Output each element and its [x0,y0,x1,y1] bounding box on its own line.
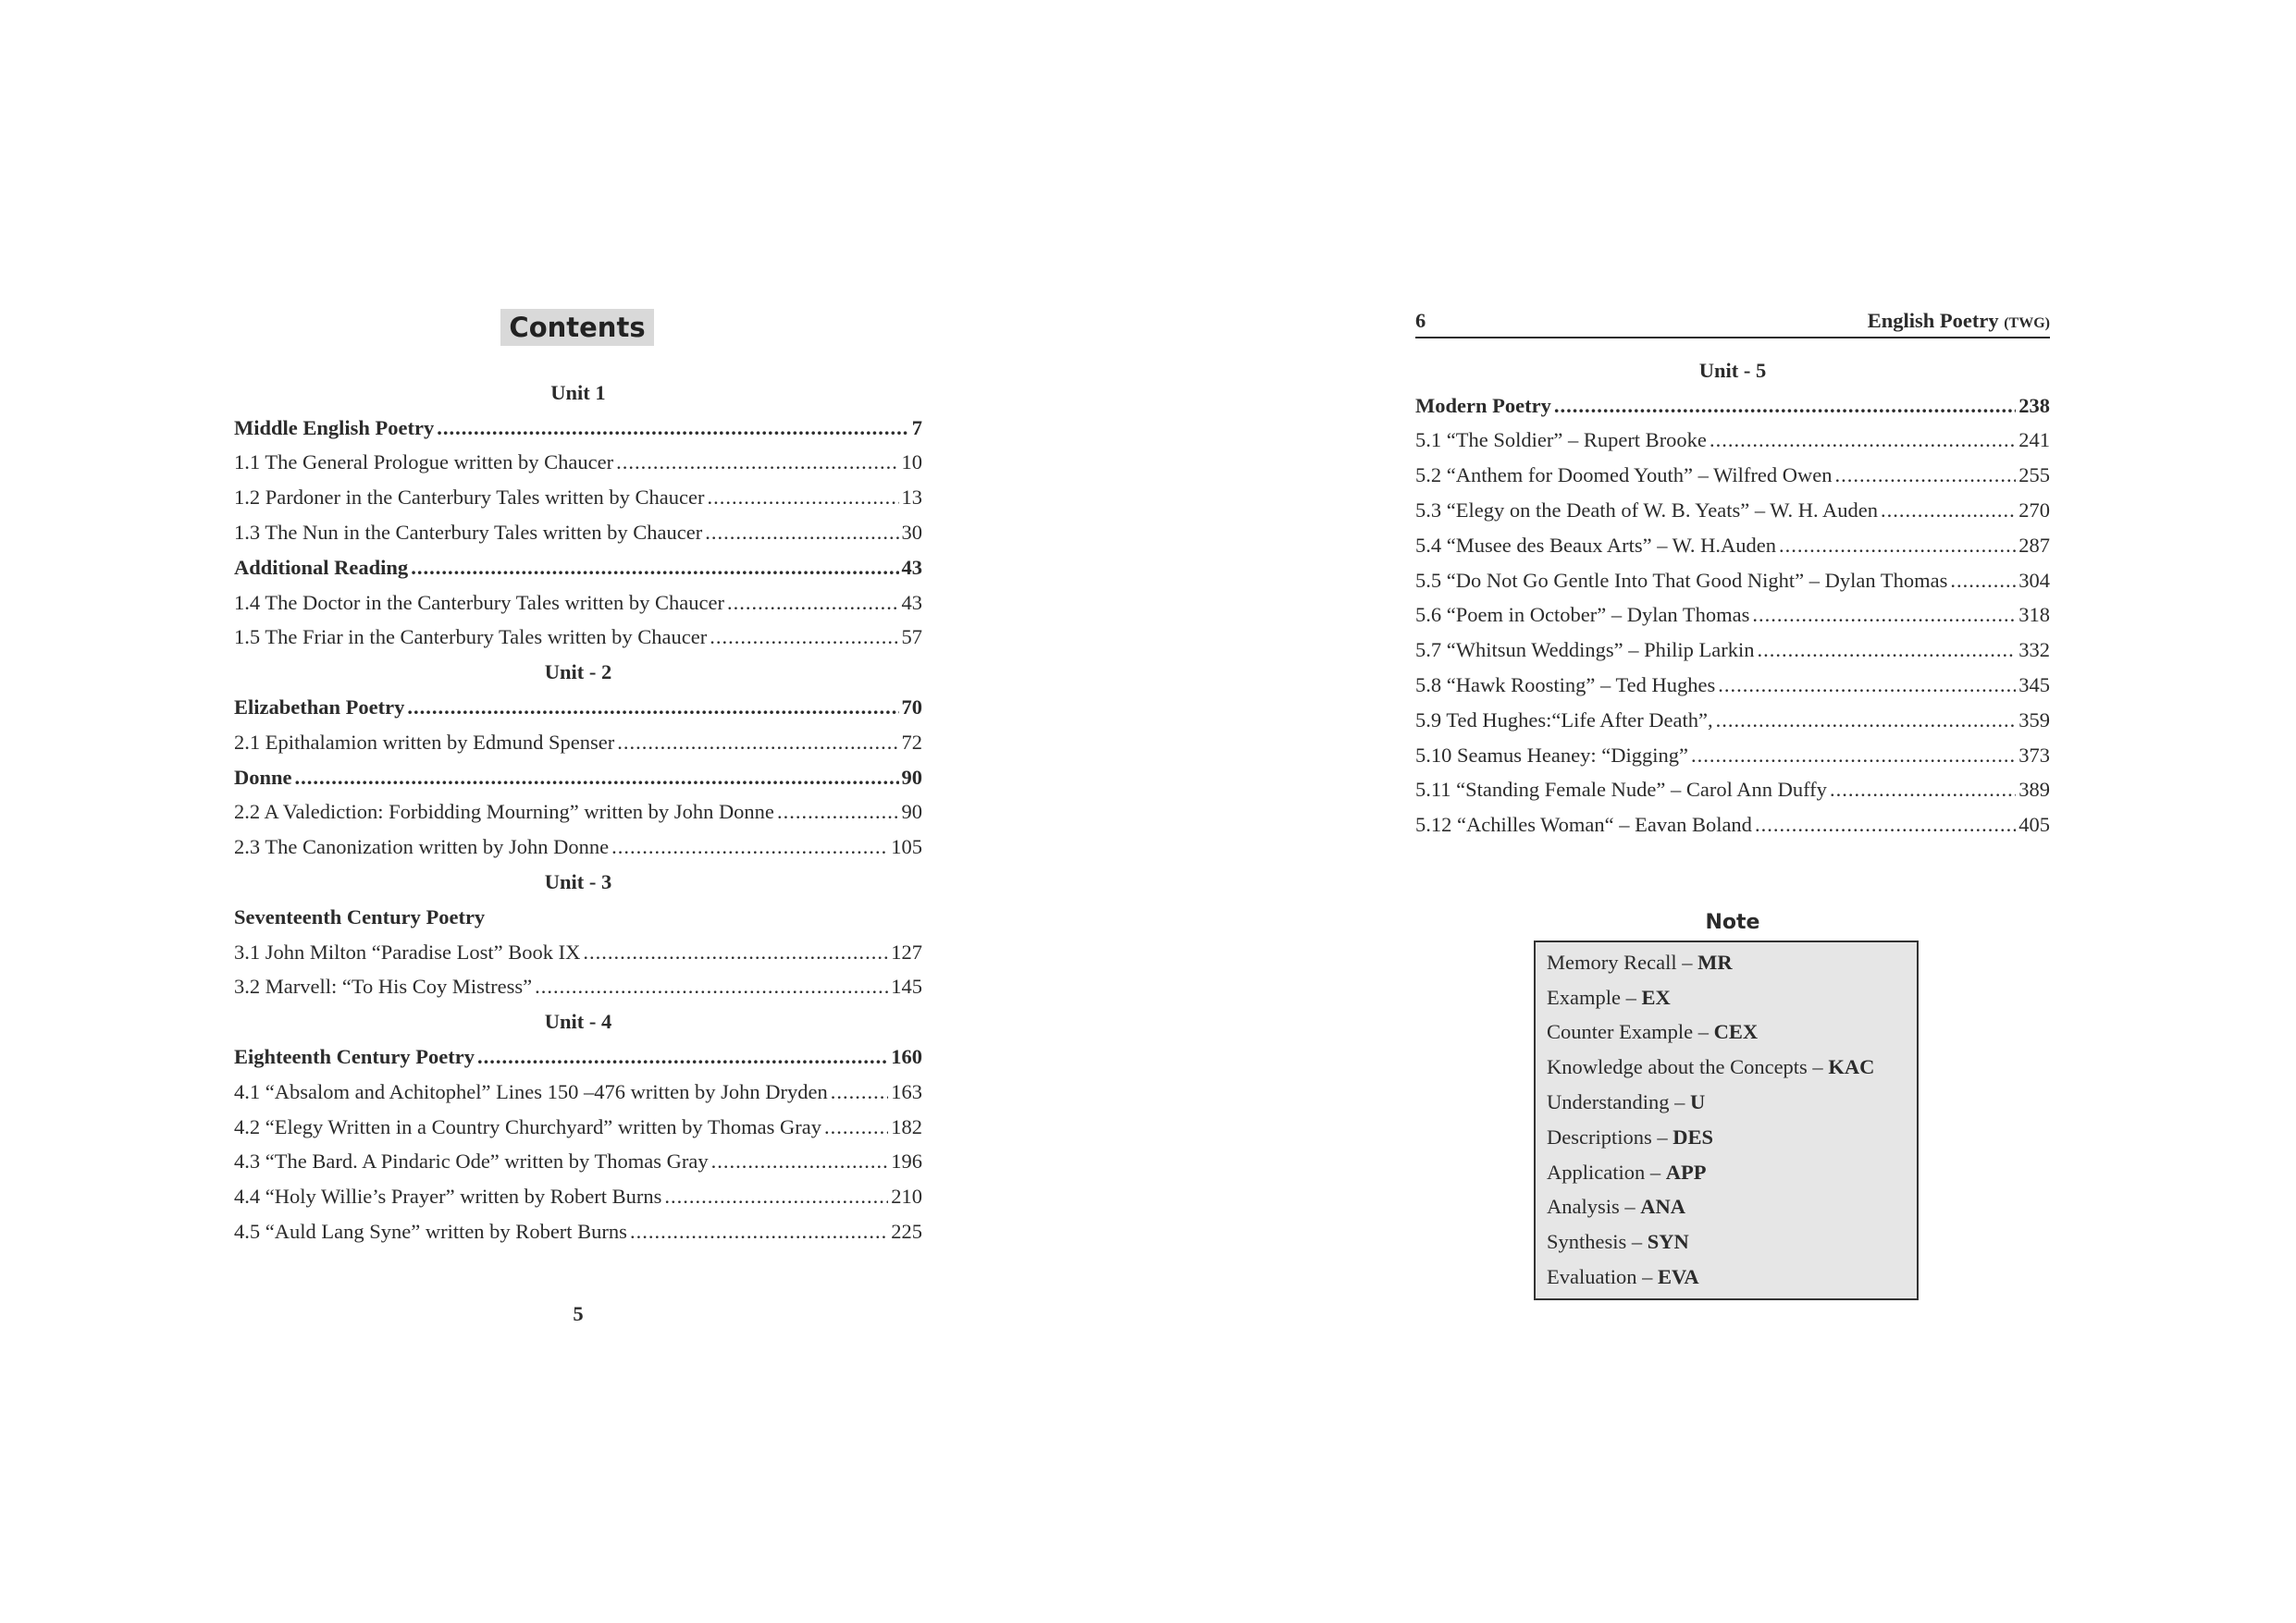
toc-entry [1415,424,2050,459]
toc-entry-title: Unit - 4 [544,1010,612,1034]
toc-entry-page: 72 [901,730,922,754]
unit-heading [234,655,922,690]
toc-entry [234,1179,922,1214]
dot-leader [711,1150,889,1174]
toc-entry-page: 287 [2018,533,2050,557]
toc-entry-title: 5.2 “Anthem for Doomed Youth” – Wilfred Owen [1415,463,1833,487]
note-label: Knowledge about the Concepts – [1547,1055,1829,1079]
dot-leader [1718,673,2016,697]
dot-leader [630,1220,888,1244]
note-item [1547,1120,1917,1155]
toc-entry-page: 182 [891,1114,922,1138]
toc-entry [234,795,922,830]
note-abbreviation: APP [1665,1160,1707,1184]
note-item [1547,1050,1917,1085]
toc-entry-page: 10 [901,450,922,474]
toc-entry-page: 241 [2018,428,2050,452]
dot-leader [727,591,899,615]
dot-leader [477,1045,888,1069]
toc-entry-title: Unit - 2 [544,660,612,684]
toc-entry [234,480,922,515]
note-label: Example – [1547,985,1642,1009]
toc-entry-page: 43 [901,555,922,579]
dot-leader [664,1185,888,1209]
toc-entry-title: Unit - 3 [544,870,612,894]
toc-entry [234,1110,922,1145]
toc-entry-title: 1.5 The Friar in the Canterbury Tales written by Chaucer [234,625,708,649]
toc-entry-title: Modern Poetry [1415,393,1551,417]
section-heading [234,900,922,935]
toc-entry [234,1145,922,1180]
note-abbreviation: ANA [1640,1195,1685,1219]
dot-leader [611,835,888,859]
dot-leader [831,1080,888,1104]
section-heading [234,411,922,446]
note-abbreviation: DES [1673,1125,1714,1149]
toc-entry-title: 5.12 “Achilles Woman“ – Eavan Boland [1415,813,1752,837]
toc-entry-title: 5.11 “Standing Female Nude” – Carol Ann Duffy [1415,778,1827,802]
toc-entry-title: Unit 1 [550,380,606,404]
note-abbreviation: EVA [1657,1265,1699,1289]
toc-entry [234,585,922,621]
toc-entry-page: 270 [2018,498,2050,523]
toc-entry-page: 90 [901,765,922,789]
note-item [1547,945,1917,980]
toc-entry [234,1214,922,1249]
toc-entry-title: 5.6 “Poem in October” – Dylan Thomas [1415,603,1750,627]
dot-leader [1779,534,2016,558]
toc-entry-page: 373 [2018,743,2050,767]
toc-entry-title: 4.3 “The Bard. A Pindaric Ode” written by Thomas Gray [234,1150,709,1174]
toc-entry-page: 332 [2018,638,2050,662]
toc-entry-title: Eighteenth Century Poetry [234,1045,475,1069]
toc-entry [1415,598,2050,633]
unit-heading [234,865,922,900]
toc-entry-title: Donne [234,765,292,789]
section-heading [234,690,922,725]
running-header [1415,305,2050,338]
dot-leader [617,731,898,755]
note-label: Application – [1547,1160,1666,1184]
header-book-title [1868,309,2050,333]
toc-entry-page: 70 [901,695,922,719]
note-abbreviation: U [1689,1090,1706,1114]
toc-entry [1415,563,2050,598]
note-abbreviation: SYN [1647,1230,1689,1254]
toc-entry-page: 105 [891,835,922,859]
toc-entry [1415,528,2050,563]
note-item [1547,1015,1917,1051]
section-heading [234,760,922,795]
left-toc [234,375,922,1249]
dot-leader [583,941,888,965]
dot-leader [437,416,908,440]
toc-entry-title: 5.5 “Do Not Go Gentle Into That Good Night” – Dylan Thomas [1415,568,1948,592]
toc-entry-page: 30 [901,521,922,545]
note-item [1547,980,1917,1015]
toc-entry-page: 145 [891,975,922,999]
toc-entry-title: 2.1 Epithalamion written by Edmund Spenser [234,730,615,754]
dot-leader [1950,569,2016,593]
dot-leader [295,766,899,790]
toc-entry-title: 4.1 “Absalom and Achitophel” Lines 150 –476 written by John Dryden [234,1079,828,1103]
toc-entry-title: 5.8 “Hawk Roosting” – Ted Hughes [1415,673,1716,697]
dot-leader [616,450,898,474]
note-item [1547,1260,1917,1295]
toc-entry-page: 225 [891,1220,922,1244]
book-subtitle: (TWG) [2004,315,2050,331]
contents-heading: Contents [500,309,654,346]
unit-heading [234,375,922,411]
note-heading: Note [1705,911,1760,934]
unit-heading [1415,353,2050,388]
dot-leader [1830,778,2016,802]
section-heading [234,550,922,585]
toc-entry-page: 13 [901,486,922,510]
section-heading [234,1039,922,1075]
dot-leader [708,486,899,510]
toc-entry [234,830,922,865]
dot-leader [1691,744,2016,768]
toc-entry-title: Middle English Poetry [234,415,435,439]
note-box [1534,941,1919,1300]
toc-entry-title: 2.2 A Valediction: Forbidding Mourning” written by John Donne [234,800,774,824]
note-abbreviation: CEX [1713,1020,1759,1044]
note-abbreviation: KAC [1828,1055,1875,1079]
note-item [1547,1224,1917,1260]
note-item [1547,1155,1917,1190]
toc-entry-title: 1.3 The Nun in the Canterbury Tales written by Chaucer [234,521,703,545]
toc-entry-title: 1.4 The Doctor in the Canterbury Tales written by Chaucer [234,590,724,614]
note-label: Descriptions – [1547,1125,1673,1149]
dot-leader [1710,428,2016,452]
note-label: Evaluation – [1547,1265,1658,1289]
dot-leader [1752,603,2016,627]
toc-entry-title: 5.3 “Elegy on the Death of W. B. Yeats” – W. H. Auden [1415,498,1878,523]
note-label: Counter Example – [1547,1020,1714,1044]
unit-heading [234,1004,922,1039]
dot-leader [824,1115,888,1139]
toc-entry [234,621,922,656]
toc-entry-page: 255 [2018,463,2050,487]
dot-leader [710,625,898,649]
note-abbreviation: EX [1641,985,1671,1009]
toc-entry [1415,493,2050,528]
toc-entry [234,970,922,1005]
toc-entry-page: 90 [901,800,922,824]
dot-leader [535,975,888,999]
toc-entry-title: Seventeenth Century Poetry [234,904,486,928]
toc-entry-title: 5.10 Seamus Heaney: “Digging” [1415,743,1688,767]
toc-entry-title: Additional Reading [234,555,409,579]
toc-entry [234,515,922,550]
toc-entry-page: 163 [891,1079,922,1103]
toc-entry-title: 5.7 “Whitsun Weddings” – Philip Larkin [1415,638,1755,662]
dot-leader [1834,463,2016,487]
toc-entry-page: 160 [891,1045,922,1069]
note-label: Understanding – [1547,1090,1690,1114]
toc-entry-title: 1.1 The General Prologue written by Chaucer [234,450,614,474]
toc-entry [234,446,922,481]
toc-entry-title: 3.2 Marvell: “To His Coy Mistress” [234,975,533,999]
dot-leader [1716,708,2017,732]
toc-entry-page: 238 [2018,393,2050,417]
toc-entry [1415,807,2050,842]
toc-entry-title: 1.2 Pardoner in the Canterbury Tales written by Chaucer [234,486,705,510]
toc-entry-title: 5.4 “Musee des Beaux Arts” – W. H.Auden [1415,533,1776,557]
toc-entry-title: Elizabethan Poetry [234,695,405,719]
toc-entry [1415,668,2050,703]
note-item [1547,1085,1917,1120]
header-page-number: 6 [1415,309,1426,332]
toc-entry-page: 304 [2018,568,2050,592]
toc-entry [234,725,922,760]
toc-entry [1415,738,2050,773]
toc-entry [1415,458,2050,493]
toc-entry-page: 359 [2018,707,2050,732]
book-title: English Poetry [1867,309,1999,332]
toc-entry-page: 127 [891,940,922,964]
toc-entry-title: 5.1 “The Soldier” – Rupert Brooke [1415,428,1707,452]
section-heading [1415,388,2050,424]
dot-leader [777,800,899,824]
toc-entry-title: 5.9 Ted Hughes:“Life After Death”, [1415,707,1713,732]
toc-entry-page: 210 [891,1185,922,1209]
toc-entry-page: 405 [2018,813,2050,837]
toc-entry-page: 389 [2018,778,2050,802]
toc-entry [234,1075,922,1110]
dot-leader [1755,813,2016,837]
dot-leader [1881,498,2016,523]
toc-entry [1415,703,2050,738]
dot-leader [1554,394,2016,418]
dot-leader [1757,638,2016,662]
toc-entry-title: Unit - 5 [1698,358,1767,382]
toc-entry-page: 7 [911,415,922,439]
toc-entry-page: 345 [2018,673,2050,697]
toc-entry-page: 57 [901,625,922,649]
note-abbreviation: MR [1697,950,1733,974]
toc-entry [234,935,922,970]
note-label: Analysis – [1547,1195,1641,1219]
note-item [1547,1190,1917,1225]
dot-leader [411,556,898,580]
note-label: Synthesis – [1547,1230,1648,1254]
toc-entry-title: 4.4 “Holy Willie’s Prayer” written by Robert Burns [234,1185,662,1209]
toc-entry-page: 318 [2018,603,2050,627]
dot-leader [407,695,898,719]
toc-entry-page: 43 [901,590,922,614]
toc-entry-title: 4.2 “Elegy Written in a Country Churchyard” written by Thomas Gray [234,1114,821,1138]
toc-entry-title: 2.3 The Canonization written by John Donne [234,835,610,859]
dot-leader [705,521,898,545]
toc-entry-page: 196 [891,1150,922,1174]
left-page-number: 5 [573,1302,584,1325]
note-label: Memory Recall – [1547,950,1698,974]
toc-entry-title: 4.5 “Auld Lang Syne” written by Robert Burns [234,1220,627,1244]
toc-entry [1415,633,2050,668]
toc-entry-title: 3.1 John Milton “Paradise Lost” Book IX [234,940,581,964]
toc-entry [1415,773,2050,808]
right-toc [1415,353,2050,842]
